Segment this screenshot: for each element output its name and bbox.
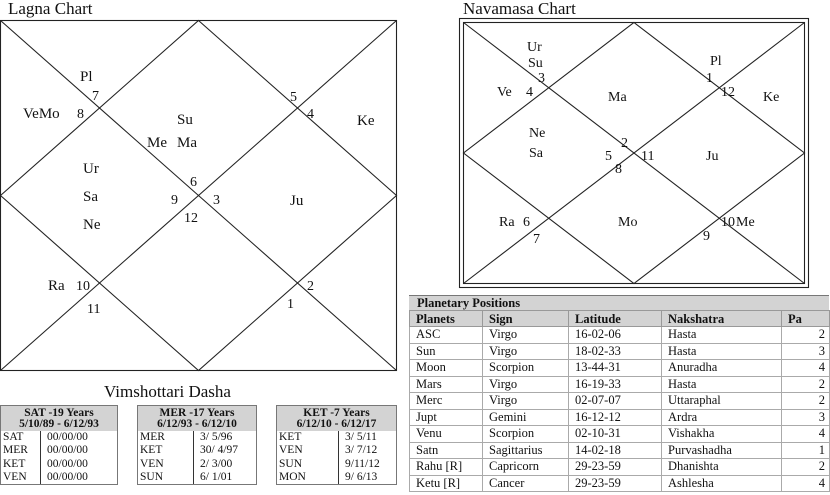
- cell: 4: [782, 475, 830, 492]
- dasha-row: [277, 431, 396, 444]
- dasha-date: 9/ 6/13: [345, 470, 378, 483]
- col-header-sign: Sign: [483, 311, 569, 327]
- lagna-house-num: 1: [287, 297, 294, 312]
- lagna-planet: Me: [147, 135, 167, 151]
- navamsa-house-num: 2: [621, 136, 628, 151]
- navamsa-planet: Ra: [499, 215, 515, 230]
- dasha-box-header: [1, 406, 117, 431]
- cell: 16-12-12: [569, 409, 662, 426]
- cell: 18-02-33: [569, 343, 662, 360]
- navamsa-planet: Me: [736, 215, 755, 230]
- navamsa-planet: Pl: [710, 54, 722, 69]
- dasha-row: [277, 444, 396, 457]
- navamsa-planet: Ke: [763, 90, 780, 105]
- cell: Ashlesha: [662, 475, 782, 492]
- dasha-planet: MON: [277, 471, 339, 484]
- cell: Venu: [410, 426, 483, 443]
- dasha-planet: SUN: [138, 471, 194, 484]
- dasha-date: 00/00/00: [47, 431, 88, 443]
- lagna-house-num: 8: [77, 107, 84, 122]
- dasha-box-sat: [0, 405, 118, 485]
- navamsa-house-num: 10: [721, 215, 735, 230]
- lagna-planet: Sa: [83, 189, 98, 205]
- table-row: [410, 409, 830, 426]
- lagna-planet: VeMo: [23, 106, 60, 122]
- dasha-heading: MER -17 Years: [159, 407, 235, 419]
- dasha-row: [277, 471, 396, 484]
- table-row: [410, 360, 830, 377]
- dasha-heading: KET -7 Years: [303, 407, 370, 419]
- cell: 29-23-59: [569, 475, 662, 492]
- dasha-planet: MER: [1, 444, 41, 457]
- table-row: [410, 426, 830, 443]
- dasha-date: 30/ 4/97: [200, 444, 239, 457]
- cell: 2: [782, 459, 830, 476]
- lagna-planet: Ma: [177, 135, 197, 151]
- cell: 3: [782, 343, 830, 360]
- navamsa-house-num: 3: [538, 71, 545, 86]
- cell: 13-44-31: [569, 360, 662, 377]
- cell: Ardra: [662, 409, 782, 426]
- cell: Dhanishta: [662, 459, 782, 476]
- lagna-house-num: 12: [184, 211, 198, 226]
- cell: 4: [782, 360, 830, 377]
- dasha-date: 9/11/12: [345, 457, 380, 470]
- cell: Cancer: [483, 475, 569, 492]
- cell: 16-02-06: [569, 327, 662, 344]
- lagna-planet: Su: [177, 112, 193, 128]
- lagna-house-num: 2: [307, 279, 314, 294]
- cell: 3: [782, 409, 830, 426]
- dasha-date: 3/ 7/12: [345, 444, 378, 457]
- dasha-row: [138, 444, 256, 457]
- dasha-title: Vimshottari Dasha: [104, 382, 231, 401]
- table-row: [410, 343, 830, 360]
- dasha-box-header: [277, 406, 396, 431]
- dasha-row: [1, 444, 117, 457]
- cell: 14-02-18: [569, 442, 662, 459]
- navamsa-planet: Ne: [529, 126, 546, 141]
- navamsa-chart: [459, 18, 809, 288]
- table-row: [410, 475, 830, 492]
- dasha-box-mer: [137, 405, 257, 485]
- navamsa-house-num: 11: [641, 149, 655, 164]
- col-header-pada: Pa: [782, 311, 830, 327]
- navamsa-planet: Ju: [706, 149, 719, 164]
- navamsa-house-num: 8: [615, 162, 622, 177]
- planetary-positions-title: Planetary Positions: [409, 295, 829, 310]
- cell: 02-10-31: [569, 426, 662, 443]
- table-row: [410, 442, 830, 459]
- lagna-planet: Ra: [48, 278, 65, 294]
- dasha-heading: SAT -19 Years: [24, 407, 94, 419]
- lagna-house-num: 9: [171, 193, 178, 208]
- dasha-row: [138, 431, 256, 444]
- navamsa-planet: Ma: [608, 90, 627, 105]
- dasha-range: 6/12/10 - 6/12/17: [296, 418, 377, 430]
- cell: Uttaraphal: [662, 393, 782, 410]
- lagna-chart-title: Lagna Chart: [8, 0, 93, 18]
- table-row: [410, 393, 830, 410]
- dasha-row: [1, 471, 117, 484]
- lagna-house-num: 4: [307, 107, 314, 122]
- lagna-house-num: 10: [76, 279, 90, 294]
- dasha-planet: VEN: [1, 471, 41, 484]
- lagna-house-num: 11: [87, 302, 101, 317]
- table-row: [410, 459, 830, 476]
- lagna-planet: Pl: [80, 69, 93, 85]
- cell: Virgo: [483, 343, 569, 360]
- navamsa-house-num: 4: [526, 85, 533, 100]
- cell: 2: [782, 393, 830, 410]
- cell: 2: [782, 376, 830, 393]
- table-row: [410, 376, 830, 393]
- dasha-row: [138, 471, 256, 484]
- dasha-planet: KET: [138, 444, 194, 457]
- cell: Hasta: [662, 376, 782, 393]
- dasha-row: [277, 458, 396, 471]
- lagna-house-num: 3: [213, 193, 220, 208]
- dasha-date: 00/00/00: [47, 457, 88, 470]
- cell: Jupt: [410, 409, 483, 426]
- cell: Ketu [R]: [410, 475, 483, 492]
- cell: Mars: [410, 376, 483, 393]
- cell: Capricorn: [483, 459, 569, 476]
- planetary-positions-panel: [409, 295, 829, 495]
- dasha-planet: KET: [1, 458, 41, 471]
- navamsa-house-num: 5: [605, 149, 612, 164]
- col-header-planets: Planets: [410, 311, 483, 327]
- cell: Moon: [410, 360, 483, 377]
- dasha-row: [138, 458, 256, 471]
- dasha-date: 3/ 5/11: [345, 431, 377, 443]
- cell: Rahu [R]: [410, 459, 483, 476]
- dasha-date: 3/ 5/96: [200, 431, 233, 443]
- cell: Satn: [410, 442, 483, 459]
- cell: 1: [782, 442, 830, 459]
- cell: 02-07-07: [569, 393, 662, 410]
- cell: Merc: [410, 393, 483, 410]
- cell: Scorpion: [483, 426, 569, 443]
- navamsa-house-num: 7: [533, 232, 540, 247]
- dasha-planet: MER: [138, 431, 194, 444]
- table-row: [410, 327, 830, 344]
- cell: Anuradha: [662, 360, 782, 377]
- navamsa-planet: Su: [528, 56, 543, 71]
- cell: Sagittarius: [483, 442, 569, 459]
- lagna-planet: Ur: [83, 161, 99, 177]
- cell: Purvashadha: [662, 442, 782, 459]
- dasha-range: 5/10/89 - 6/12/93: [19, 418, 99, 430]
- dasha-date: 00/00/00: [47, 470, 88, 483]
- planetary-positions-table: [409, 310, 830, 492]
- dasha-planet: SUN: [277, 458, 339, 471]
- dasha-date: 6/ 1/01: [200, 470, 233, 483]
- lagna-house-num: 6: [190, 175, 197, 190]
- dasha-box-ket: [276, 405, 397, 485]
- cell: Hasta: [662, 343, 782, 360]
- navamsa-house-num: 9: [703, 229, 710, 244]
- dasha-box-header: [138, 406, 256, 431]
- cell: Virgo: [483, 376, 569, 393]
- dasha-date: 2/ 3/00: [200, 457, 233, 470]
- table-header-row: [410, 311, 830, 327]
- cell: Hasta: [662, 327, 782, 344]
- col-header-nakshatra: Nakshatra: [662, 311, 782, 327]
- cell: Vishakha: [662, 426, 782, 443]
- navamsa-house-num: 12: [721, 85, 735, 100]
- lagna-planet: Ne: [83, 217, 101, 233]
- navamsa-house-num: 6: [523, 215, 530, 230]
- cell: 4: [782, 426, 830, 443]
- cell: Gemini: [483, 409, 569, 426]
- lagna-planet: Ke: [357, 113, 375, 129]
- dasha-planet: SAT: [1, 431, 41, 444]
- dasha-row: [1, 431, 117, 444]
- dasha-planet: VEN: [138, 458, 194, 471]
- navamsa-house-num: 1: [706, 71, 713, 86]
- dasha-planet: KET: [277, 431, 339, 444]
- dasha-date: 00/00/00: [47, 444, 88, 457]
- cell: 29-23-59: [569, 459, 662, 476]
- dasha-range: 6/12/93 - 6/12/10: [157, 418, 237, 430]
- cell: Virgo: [483, 393, 569, 410]
- cell: ASC: [410, 327, 483, 344]
- cell: 2: [782, 327, 830, 344]
- dasha-row: [1, 458, 117, 471]
- lagna-chart: [0, 20, 398, 372]
- navamsa-planet: Ur: [527, 40, 542, 55]
- lagna-house-num: 5: [290, 90, 297, 105]
- navamsa-planet: Mo: [618, 215, 638, 230]
- cell: Sun: [410, 343, 483, 360]
- lagna-planet: Ju: [290, 193, 304, 209]
- lagna-house-num: 7: [92, 89, 99, 104]
- navamsa-chart-title: Navamasa Chart: [463, 0, 576, 18]
- navamsa-planet: Sa: [529, 146, 543, 161]
- cell: Virgo: [483, 327, 569, 344]
- dasha-planet: VEN: [277, 444, 339, 457]
- navamsa-planet: Ve: [497, 85, 512, 100]
- cell: Scorpion: [483, 360, 569, 377]
- col-header-latitude: Latitude: [569, 311, 662, 327]
- cell: 16-19-33: [569, 376, 662, 393]
